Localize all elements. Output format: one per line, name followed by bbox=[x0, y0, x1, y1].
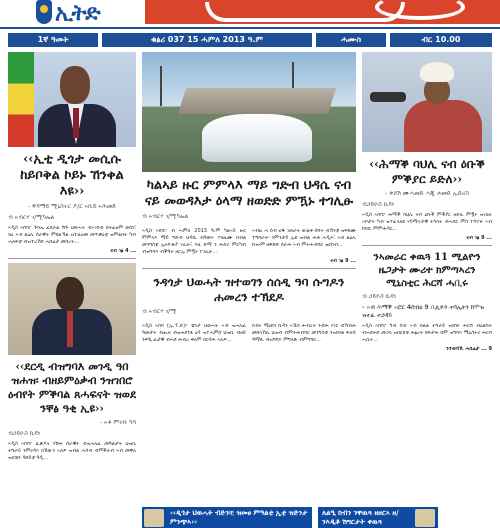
right-headline-2[interactable]: ንኣመራር ቀዉጓ 11 ሚልዮን ዜጋታት ሙሪተ ክምጣኣረን ሚኒስቲር ሕርሻ ሓቢሩ bbox=[373, 252, 481, 289]
promo-thumbnail bbox=[144, 509, 164, 527]
right-headline[interactable]: ‹‹ሕማቕ ባህሊ ናብ ዕቡቕ ምቕያር ይድለ›› bbox=[369, 157, 485, 186]
left-headline-2[interactable]: ‹‹ደርዲ ብዝግባእ መገዲ ዓበ ዝሐዝ፡ ብዘይምዕቃብ ንዝገበሮ ዕብየት ምቕባል ጸሓፍናት ዝወደ ንቐፅ ዓቂ ኢዩ›› bbox=[8, 360, 136, 415]
left-author: ብ ኣብርሃ ገ/ሚካኤል bbox=[8, 214, 55, 221]
right-author-2: ብ ጋይዮስ ኪዳነ bbox=[362, 293, 397, 300]
left-body: ኣዲስ ኣበባ፦ ጉባኤ ፈደራል ሽጉ ህወሓት ብኣገባብ ክትፈፀም ወሰነ፣ ነዚ ኣብ ልዕሊ ሰራዊት ምክልኻል ዝተፈፀመ መጥቃዕቲ ዝምልከት ካብ ሓለፍቲ ብዝተረኸበ ሓበሬታ መሰረት... bbox=[8, 225, 136, 245]
right-continue-link-2[interactable]: ንተወሳኺ ሓበሬታ ... 9 bbox=[446, 346, 492, 352]
right-column bbox=[362, 52, 492, 352]
portrait-turban bbox=[420, 62, 454, 82]
lead-author: ብ ኣብርሃ ገ/ሚካኤል bbox=[142, 213, 189, 220]
promo-banner-2[interactable] bbox=[318, 507, 438, 528]
right-byline-2: - ኣብ ሕማቕ ኣሮር 4ሰብዕ 9 ቢሊዮን ተሳኢትን ከሞዝ ዝተፈ ተጋዳይ bbox=[362, 304, 484, 319]
right-body: ኣዲስ ኣበባ፦ ሕማቕ ባህሊ ናብ ዕቡቕ ምቕያር ዘድሊ ምዃኑ ዝገለፁ ኣቦታት ካብ ዝተፈላለዩ ሃይማኖታዊ ትካላት ብሓባር ምስ ተሳተፉ ኣብ ከባቢ ምምሕዳር... bbox=[362, 212, 492, 232]
microphone-shape bbox=[370, 92, 406, 102]
left-byline-2: - ኣቶ ምትኩ ካሳ bbox=[99, 419, 136, 426]
masthead bbox=[0, 0, 500, 32]
portrait-robe bbox=[404, 100, 482, 152]
newspaper-logo-text: ኢትድ bbox=[55, 0, 101, 26]
issue-day: ሓሙስ bbox=[316, 33, 386, 47]
divider bbox=[142, 268, 356, 269]
second-body-col-2: ክብኣ ማዕከን ኪዳን ኣኼባ ሕብረት ንብሕ ሃገር ብኽብሕ መከላኸሊ ህዝብ ብምትሕብባር መንግስቲ ንዝበሃል ፍሉይ ዓማጺ ብዝግባእ ምግላጽ ብምግባር... bbox=[252, 323, 356, 343]
issue-year: 1ኛ ዓመት bbox=[8, 33, 98, 47]
left-headline[interactable]: ‹‹ኢቲ ዲጎታ መሲሱ ከይቦቅል ኮይኑ ኸንቀል እዩ›› bbox=[20, 152, 124, 199]
issue-info-bar bbox=[8, 33, 492, 47]
issue-number-date: ቁፅሪ 037 15 ሓምለ 2013 ዓ.ም bbox=[102, 33, 312, 47]
portrait-head bbox=[60, 66, 90, 104]
lead-headline[interactable]: ካልኣይ ዙር ምምላእ ማይ ግድብ ህዳሴ ናብ ናይ መወዳእታ ዕላማ ዘወድድ ምዃኑ ተገሊፁ bbox=[144, 178, 354, 209]
promo-text-2: ለልዒ ክብን ንቐዉጓ ዘዘርኣ ዘ/ ንእዲቶ ሽግርታት ቀዉጓ bbox=[322, 509, 399, 526]
right-body-2: ኣዲስ ኣበባ፦ ካብ ሰብ ኣብ ክልል ትግራይ ዝነበሩ ሕርሻ ብዕልባት ብሓደሐደ መጋላ ዝበርክቱ ሕፅረት ክፍታሕ ከም ዝግባእ ሚኒስትሪ ሕርሻ ሓቢሩ... bbox=[362, 323, 492, 343]
right-continue-link[interactable]: ናብ ገፅ 9 ... bbox=[466, 235, 492, 241]
dam-photo bbox=[142, 52, 356, 172]
lead-body-col-1: ኣዲስ ኣበባ፦ ብ ሓምለ 2013 ዓ.ም ካልኣይ ዙር ምምላእ ማይ ግድብ ህዳሴ ብዓወት ተዛዚሙ ክብል መንግስቲ ኢትዮጵያ ገሊፁ፣ እዚ ድማ ን ሕድሪ ምርካብ ብዝግባእ ብቕዓት ዘርኢ ምዃኑ ተገሊፁ... bbox=[142, 228, 246, 255]
divider bbox=[362, 245, 492, 246]
portrait-head bbox=[56, 277, 84, 311]
elder-photo bbox=[362, 52, 492, 152]
crane-shape bbox=[160, 66, 162, 106]
second-headline[interactable]: ንዳጎታ ህወሓት ዝተወገን ሰሰዲ ዓባ ሱግዶን ሐመረን ተኽደዶ bbox=[153, 275, 345, 304]
promo-banner-1[interactable] bbox=[142, 507, 312, 528]
left-continue-link[interactable]: ናብ ገፅ 4 ... bbox=[110, 248, 136, 254]
second-story-columns bbox=[142, 320, 356, 344]
divider bbox=[8, 258, 136, 259]
lead-body-col-2: ኣብዚ ሓ ሰብ ሄዱ ገጠራት ውልቀ ሰባት ብኸንቲ ዝፍጸሙ ተግባራት፡ ንምንታይ ኢዩ ዝብል ሕቶ ሓዲሩ፣ ኣብ ልዕሊ ኩሎም ዘዋድድ ሰራሕ ኣብ ምትሕብባር ዝርከብ... bbox=[252, 228, 356, 248]
middle-column bbox=[142, 52, 356, 344]
left-body-2: ኣዲስ ኣበባ፦ ፈቃዶና ንሽሕ ሰራዊት ብዝሓለፈ መዓልታት ህዝቢ ትግራይ ንምርዳእ ክኸውን ኣለዎ ዝብል ሓሳብ ብምቕራብ ኣብ መቐለ ዝርከቡ ዓበይቲ ዓዲ... bbox=[8, 441, 136, 461]
second-author: ብ ኣብርሃ ገ/ሚ bbox=[142, 308, 177, 315]
right-byline: - ቀሸሽ ሙሓመድ ሓጂ ሐመድ ኢድሪስ bbox=[385, 190, 469, 197]
water-spill bbox=[202, 114, 312, 162]
second-body-col-1: ኣዲስ ኣበባ (ኢ.ፕ.ድ)፦ ቼንታ ህወሓት ኣብ ዝሓለፈ ዓመታት ብሒዛ ብዝሐደጎቶ ዕዳ ዝተሓምሰ ህዝቢ ብዘይ ንፍዒ ፈታዊ ብሓደ ሕብረ ቀለም ክርዳሕ ኣለዎ... bbox=[142, 323, 246, 343]
portrait-tie bbox=[67, 311, 73, 347]
prime-minister-photo bbox=[8, 52, 136, 147]
promo-text-1: ‹‹ዲጎታ ህወሓት ብድንቺ ዝመፀ ምዓልቲ ኢቲ ዝድንታ ምንጭኣ›› bbox=[170, 509, 308, 526]
official-photo bbox=[8, 263, 136, 355]
promo-thumbnail bbox=[415, 509, 435, 527]
left-byline: - ቐዳማይ ሚኒስትር ዶ/ር ኣቢይ ኣሕመድ bbox=[27, 203, 117, 210]
masthead-rule bbox=[0, 27, 500, 29]
dam-wall bbox=[178, 88, 336, 114]
lead-continue-link[interactable]: ናብ ገፅ 9 ... bbox=[330, 258, 356, 264]
lead-story-columns bbox=[142, 225, 356, 256]
flame-badge-icon bbox=[36, 0, 52, 24]
left-column bbox=[8, 52, 136, 462]
flag-shape bbox=[8, 52, 34, 147]
issue-price: ብር 10.00 bbox=[390, 33, 492, 47]
masthead-title-banner bbox=[145, 0, 500, 24]
left-author-2: ብጋይዮስ ኪዳነ bbox=[8, 430, 41, 437]
portrait-tie bbox=[73, 108, 79, 138]
right-author: ብጋይዮስ ኪዳነ bbox=[362, 201, 395, 208]
